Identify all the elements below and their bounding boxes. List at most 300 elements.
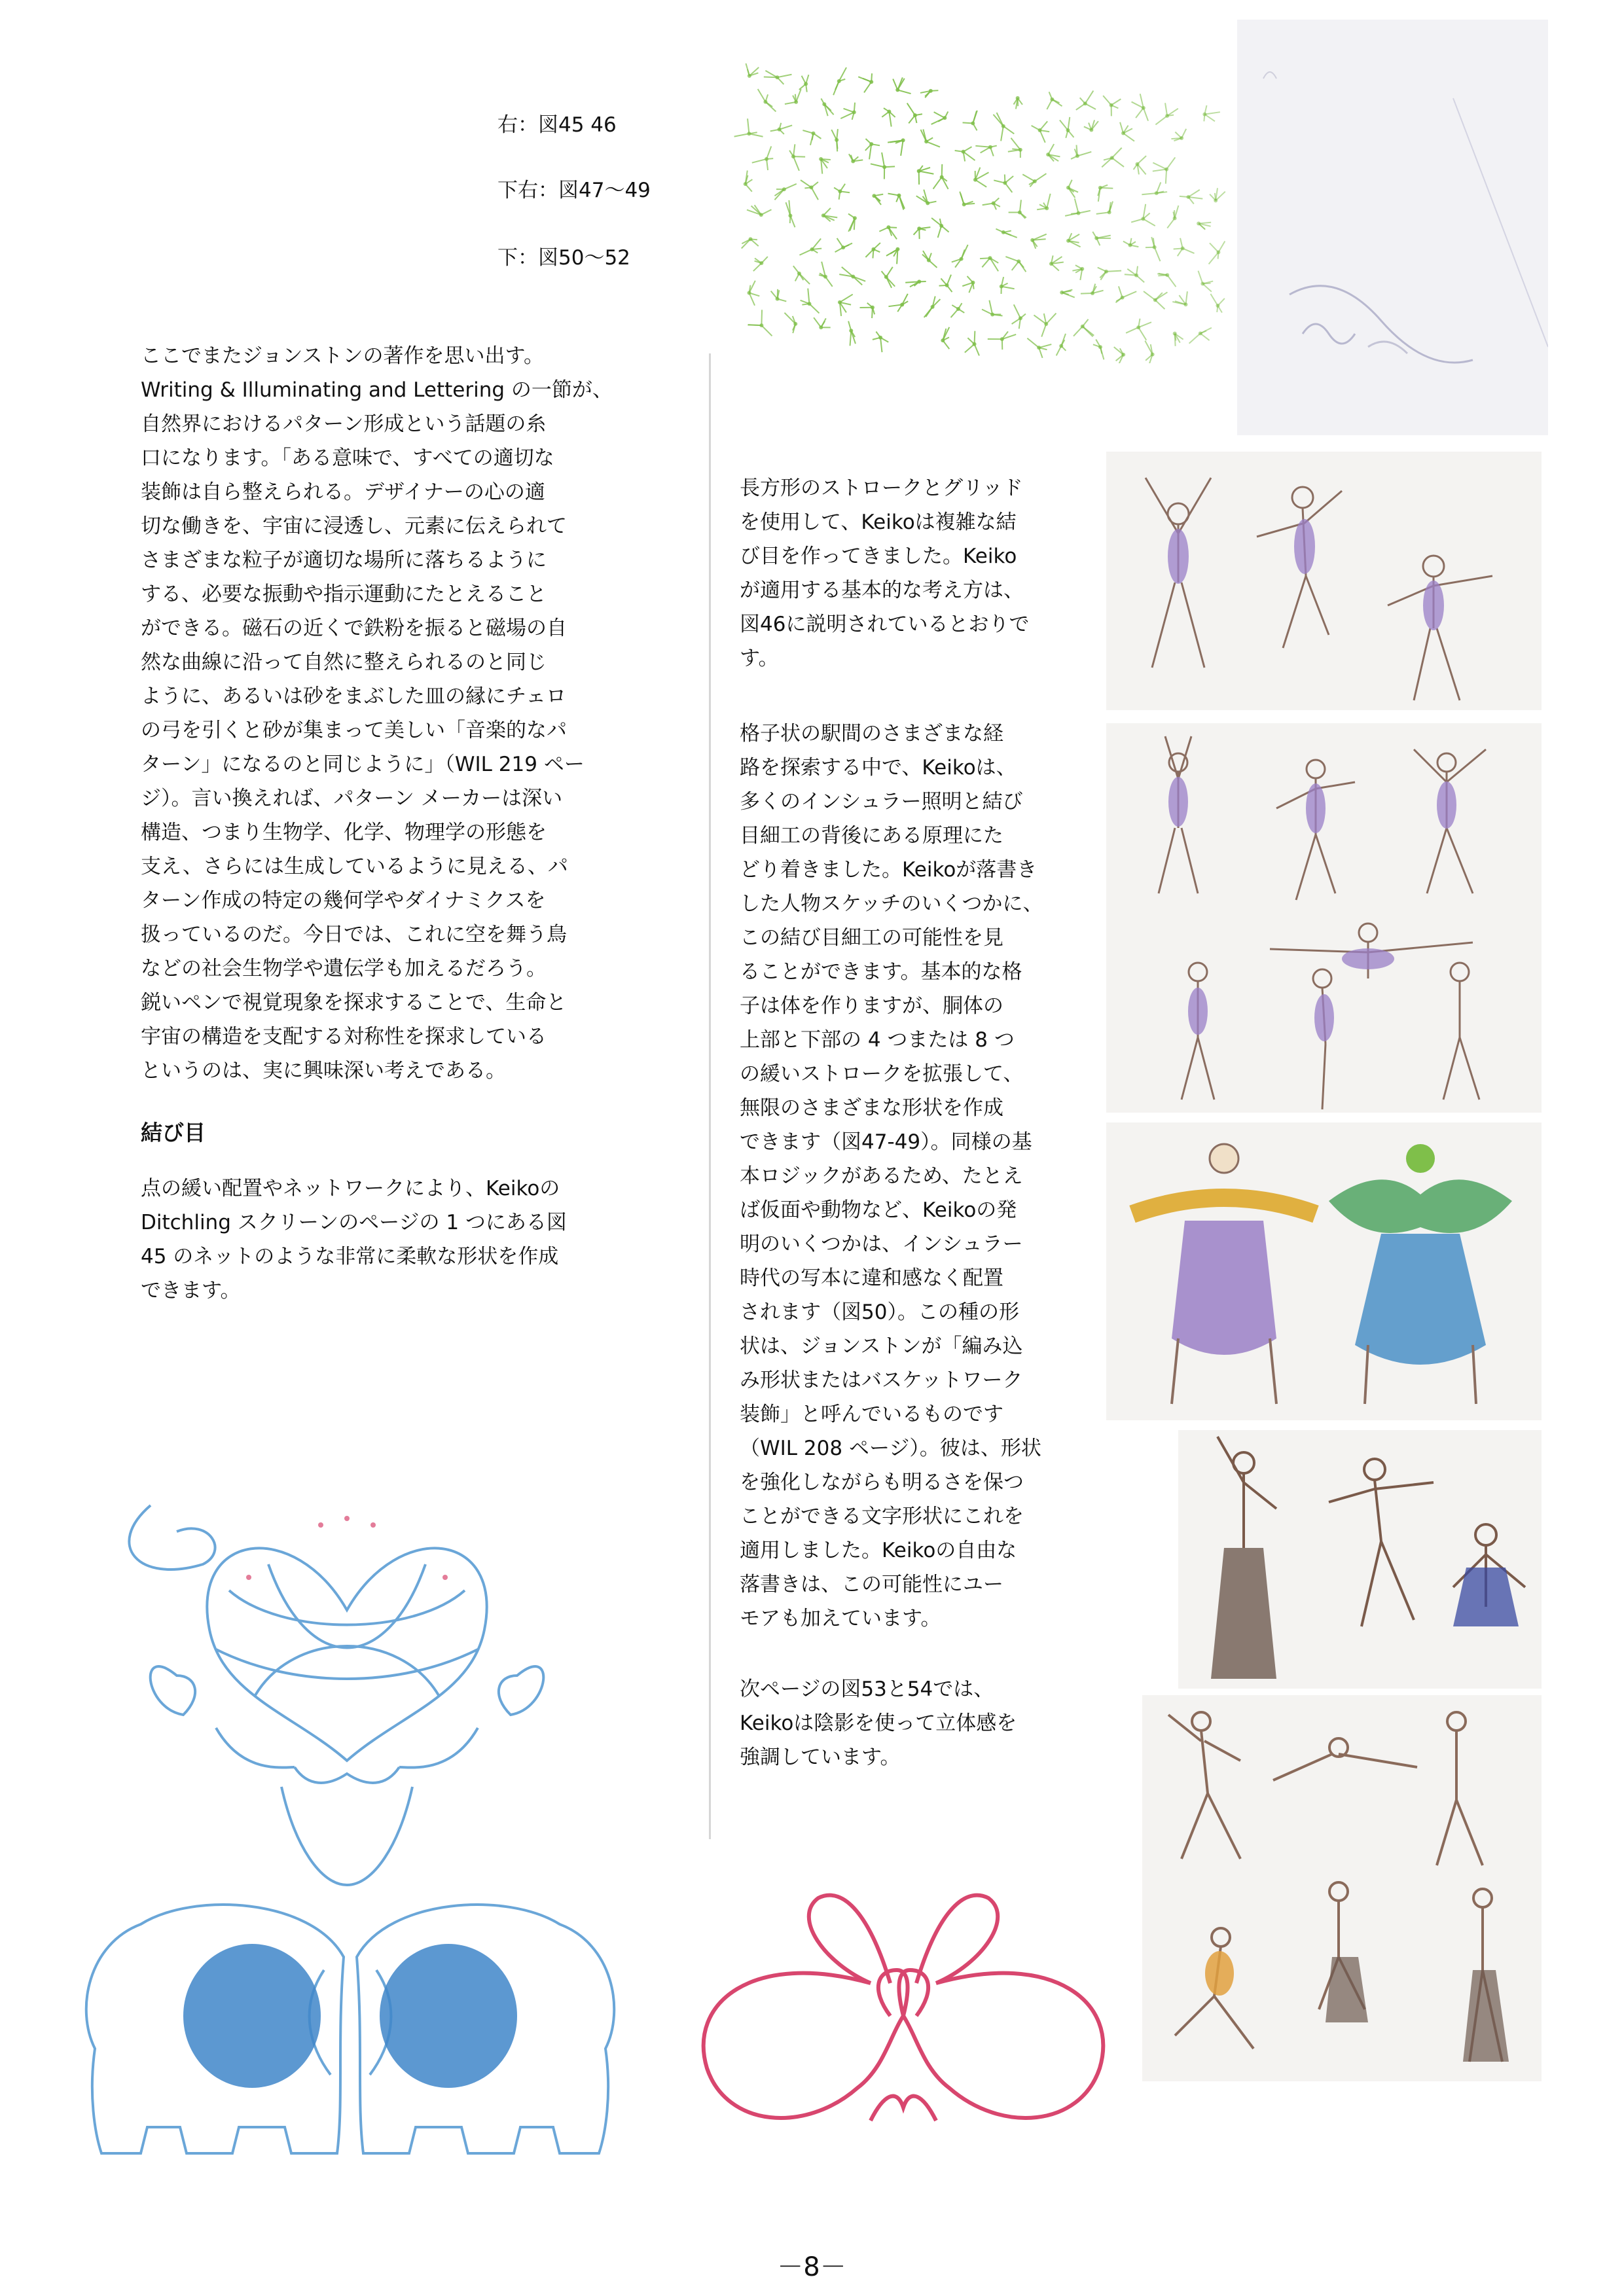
net-dot	[1075, 154, 1079, 158]
text-line: されます（図50）。この種の形	[740, 1300, 1019, 1324]
net-stroke	[1014, 304, 1020, 318]
net-dot	[1187, 195, 1191, 199]
net-stroke	[1153, 162, 1166, 169]
text-line: 適用しました。Keikoの自由な	[740, 1539, 1017, 1562]
net-stroke	[1126, 327, 1138, 333]
net-dot	[988, 145, 992, 149]
net-dot	[1066, 186, 1070, 190]
net-dot	[812, 132, 816, 135]
text-line: Ditchling スクリーンのページの 1 つにある図	[141, 1211, 567, 1234]
net-stroke	[907, 103, 915, 116]
section-heading: 結び目	[141, 1120, 206, 1145]
net-dot	[1030, 238, 1034, 242]
text-line: Keikoは陰影を使って立体感を	[740, 1712, 1017, 1735]
net-stroke	[812, 239, 821, 249]
text-line: 次ページの図53と54では、	[740, 1677, 994, 1701]
net-stroke	[1123, 134, 1134, 141]
net-stroke	[1138, 322, 1151, 327]
right-paragraph-3	[740, 1672, 1017, 1774]
figure-51-twin-elephants	[36, 1878, 664, 2173]
net-stroke	[761, 325, 772, 336]
net-dot	[1044, 322, 1048, 326]
net-stroke	[752, 159, 767, 163]
net-stroke	[989, 300, 992, 315]
net-stroke	[1210, 294, 1218, 306]
net-dot	[794, 100, 798, 104]
net-stroke	[1085, 91, 1094, 104]
text-line: 明のいくつかは、インシュラー	[740, 1232, 1023, 1256]
net-stroke	[1123, 291, 1137, 297]
net-stroke	[899, 196, 903, 210]
net-dot	[1151, 353, 1155, 357]
net-stroke	[1022, 174, 1035, 181]
net-dot	[1202, 113, 1206, 117]
net-stroke	[1003, 126, 1015, 134]
net-dot	[1180, 136, 1183, 140]
net-stroke	[1040, 130, 1045, 143]
text-line: 鋭いペンで視覚現象を探求することで、生命と	[141, 991, 567, 1014]
net-dot	[837, 79, 841, 83]
net-dot	[1121, 296, 1125, 300]
text-line: 装飾は自ら整えられる。デザイナーの心の適	[141, 480, 545, 504]
net-stroke	[975, 180, 986, 187]
net-stroke	[1047, 194, 1050, 208]
net-stroke	[765, 102, 776, 112]
text-line: 強調しています。	[740, 1746, 901, 1769]
text-line: を使用して、Keikoは複雑な結	[740, 511, 1017, 534]
net-dot	[1216, 304, 1219, 308]
net-dot	[1197, 221, 1200, 225]
text-line: み形状またはバスケットワーク	[740, 1369, 1023, 1392]
net-dot	[869, 142, 873, 146]
text-line: 然な曲線に沿って自然に整えられるのと同じ	[141, 651, 547, 674]
net-dot	[1016, 96, 1020, 100]
net-dot	[913, 113, 917, 117]
net-dot	[759, 213, 763, 217]
net-dot	[1077, 211, 1081, 215]
text-line: ジ）。言い換えれば、パターン メーカーは深い	[141, 787, 563, 810]
net-dot	[1060, 291, 1064, 295]
text-line: （WIL 208 ページ）。彼は、形状	[740, 1437, 1041, 1460]
net-dot	[1200, 281, 1204, 285]
net-stroke	[1142, 193, 1156, 194]
net-dot	[1038, 128, 1042, 132]
net-dot	[744, 182, 748, 186]
net-stroke	[1209, 252, 1219, 264]
text-line: 長方形のストロークとグリッド	[740, 476, 1023, 500]
net-stroke	[1138, 327, 1146, 340]
net-dot	[853, 216, 857, 220]
net-dot	[1083, 101, 1087, 105]
net-dot	[1134, 274, 1138, 278]
text-line: 45 のネットのような非常に柔軟な形状を作成	[141, 1245, 559, 1268]
net-stroke	[1074, 327, 1083, 336]
net-dot	[1128, 243, 1132, 247]
net-dot	[1019, 148, 1022, 152]
text-line: 路を探索する中で、Keikoは、	[740, 756, 1017, 780]
net-stroke	[1001, 126, 1003, 141]
net-stroke	[897, 90, 911, 94]
text-line: ターン作成の特定の幾何学やダイナミクスを	[141, 889, 546, 912]
net-dot	[765, 157, 768, 161]
net-dot	[960, 257, 964, 261]
net-dot	[924, 139, 928, 143]
net-dot	[1142, 106, 1146, 110]
net-stroke	[1189, 190, 1200, 197]
net-stroke	[1075, 198, 1079, 213]
net-dot	[1094, 236, 1098, 240]
text-line: の弓を引くと砂が集まって美しい「音楽的なパ	[141, 719, 567, 742]
net-stroke	[839, 67, 846, 81]
net-dot	[1155, 191, 1159, 195]
net-dot	[1121, 132, 1125, 135]
caption-right: 右：図45 46	[497, 113, 617, 137]
net-dot	[901, 138, 905, 142]
net-dot	[878, 336, 882, 340]
net-stroke	[811, 187, 818, 200]
figure-49-costumed-figures	[1106, 1122, 1542, 1420]
text-line: 目細工の背後にある原理にた	[740, 824, 1003, 848]
text-line: ように、あるいは砂をまぶした皿の縁にチェロ	[141, 685, 567, 708]
net-stroke	[764, 77, 778, 78]
figure-48-dancers	[1106, 723, 1542, 1113]
text-line: さまざまな粒子が適切な場所に落ちるように	[141, 548, 547, 572]
net-stroke	[1167, 275, 1176, 287]
net-dot	[1108, 210, 1111, 214]
net-stroke	[1155, 116, 1167, 124]
net-dot	[849, 329, 853, 332]
net-dot	[917, 279, 921, 283]
figure-50-knot-mask	[98, 1479, 596, 1905]
net-stroke	[1153, 170, 1166, 171]
net-stroke	[777, 75, 791, 77]
net-dot	[1110, 103, 1113, 107]
net-dot	[1183, 302, 1187, 306]
net-dot	[1001, 124, 1005, 128]
text-line: を強化しながらも明るさを保つ	[740, 1471, 1024, 1494]
net-stroke	[765, 71, 777, 77]
net-stroke	[1189, 197, 1203, 199]
text-line: どり着きました。Keikoが落書き	[740, 858, 1038, 882]
net-stroke	[809, 304, 819, 313]
net-stroke	[1175, 206, 1179, 218]
net-dot	[821, 213, 825, 217]
net-stroke	[871, 164, 884, 167]
net-dot	[941, 338, 945, 342]
net-stroke	[734, 134, 749, 136]
net-stroke	[796, 89, 801, 102]
net-dot	[809, 185, 813, 189]
text-line: す。	[740, 647, 779, 670]
figure-45-net	[710, 49, 1234, 363]
text-line: この結び目細工の可能性を見	[740, 926, 1003, 950]
text-line: ことができる文字形状にこれを	[740, 1505, 1024, 1528]
net-dot	[797, 272, 801, 276]
net-dot	[819, 325, 823, 329]
net-dot	[778, 128, 782, 132]
net-dot	[1153, 245, 1157, 249]
net-dot	[788, 214, 792, 218]
net-stroke	[1046, 314, 1056, 324]
net-dot	[1018, 211, 1022, 215]
net-dot	[1181, 246, 1185, 250]
net-dot	[884, 275, 888, 279]
net-stroke	[1106, 271, 1121, 272]
net-stroke	[880, 338, 882, 352]
net-stroke	[799, 274, 810, 284]
net-stroke	[1035, 173, 1047, 181]
net-dot	[759, 323, 763, 327]
net-stroke	[1077, 152, 1091, 156]
net-dot	[1080, 267, 1084, 271]
net-stroke	[1001, 287, 1015, 289]
text-line: ば仮面や動物など、Keikoの発	[740, 1198, 1017, 1222]
net-dot	[871, 247, 875, 251]
text-line: ターン」になるのと同じように」（WIL 219 ペー	[141, 753, 585, 776]
net-dot	[810, 247, 814, 251]
net-dot	[819, 157, 823, 161]
text-line: 宇宙の構造を支配する対称性を探求している	[141, 1025, 547, 1049]
net-dot	[1091, 291, 1094, 295]
net-dot	[886, 225, 890, 229]
text-line: 多くのインシュラー照明と結び	[740, 790, 1023, 814]
net-stroke	[840, 295, 853, 302]
net-stroke	[1112, 148, 1122, 158]
text-line: 時代の写本に違和感なく配置	[740, 1266, 1003, 1290]
net-dot	[851, 275, 855, 279]
net-stroke	[919, 171, 934, 173]
figure-sketches-brown-2	[1142, 1695, 1542, 2081]
left-paragraph-1	[141, 339, 613, 1088]
net-dot	[1017, 259, 1020, 263]
net-dot	[1046, 152, 1050, 156]
net-dot	[1216, 250, 1220, 254]
net-dot	[1081, 325, 1085, 329]
text-line: 扱っているのだ。今日では、これに空を舞う鳥	[141, 923, 567, 946]
net-stroke	[850, 331, 852, 346]
net-dot	[1165, 273, 1169, 277]
text-line: 自然界におけるパターン形成という話題の糸	[141, 412, 547, 436]
right-paragraph-2	[740, 717, 1043, 1636]
net-dot	[793, 322, 797, 326]
net-dot	[882, 165, 886, 169]
net-dot	[804, 82, 808, 86]
net-dot	[971, 281, 975, 285]
net-stroke	[1112, 158, 1124, 167]
net-dot	[897, 194, 901, 198]
net-dot	[962, 202, 966, 206]
net-dot	[748, 291, 751, 295]
net-dot	[1050, 98, 1054, 101]
net-dot	[943, 116, 947, 120]
net-dot	[1136, 325, 1140, 329]
column-divider	[709, 353, 711, 1839]
net-dot	[973, 178, 977, 182]
net-stroke	[1155, 247, 1161, 261]
text-line: モアも加えています。	[740, 1607, 941, 1630]
net-dot	[917, 169, 921, 173]
net-dot	[835, 138, 839, 142]
net-dot	[763, 100, 767, 104]
text-line: 切な働きを、宇宙に浸透し、元素に伝えられて	[141, 514, 567, 538]
net-dot	[1037, 346, 1041, 350]
net-stroke	[793, 156, 799, 171]
page-number: －8－	[777, 2252, 846, 2282]
net-dot	[1214, 198, 1218, 202]
net-dot	[962, 150, 965, 154]
net-stroke	[924, 307, 933, 317]
net-dot	[1098, 345, 1102, 349]
net-dot	[841, 245, 845, 249]
net-stroke	[749, 134, 763, 137]
net-stroke	[888, 227, 897, 239]
net-dot	[992, 201, 996, 205]
net-stroke	[851, 331, 856, 344]
net-stroke	[1096, 212, 1110, 214]
net-dot	[1136, 162, 1140, 166]
caption-below: 下：図50～52	[497, 246, 630, 270]
text-line: できます。	[141, 1279, 241, 1302]
net-dot	[931, 305, 935, 309]
net-dot	[1153, 298, 1157, 302]
net-stroke	[784, 184, 797, 189]
net-dot	[782, 187, 786, 191]
net-dot	[1000, 337, 1004, 341]
net-stroke	[780, 125, 793, 129]
text-line: する、必要な振動や指示運動にたとえること	[141, 583, 547, 606]
caption-lower-right: 下右：図47～49	[497, 179, 651, 202]
net-dot	[1089, 128, 1093, 132]
net-dot	[851, 159, 855, 163]
net-dot	[1066, 128, 1070, 132]
text-line: 無限のさまざまな形状を作成	[740, 1096, 1003, 1120]
net-stroke	[882, 152, 884, 167]
net-dot	[917, 226, 921, 230]
net-stroke	[901, 140, 903, 156]
net-stroke	[1144, 291, 1155, 300]
net-dot	[1173, 216, 1177, 220]
net-stroke	[975, 146, 990, 147]
net-stroke	[1166, 157, 1175, 169]
net-stroke	[1011, 138, 1020, 150]
net-dot	[895, 247, 899, 251]
figure-47-dancers	[1106, 452, 1542, 710]
text-line: Writing & Illuminating and Lettering の一節が、	[141, 378, 613, 402]
net-dot	[926, 201, 929, 205]
net-dot	[1000, 285, 1003, 289]
net-dot	[1165, 114, 1169, 118]
net-dot	[1199, 331, 1202, 335]
net-dot	[852, 111, 856, 115]
text-line: 支え、さらには生成しているように見える、パ	[141, 855, 568, 878]
text-line: 上部と下部の 4 つまたは 8 つ	[740, 1028, 1015, 1052]
net-stroke	[1189, 333, 1200, 343]
net-dot	[929, 89, 933, 93]
net-dot	[895, 88, 899, 92]
net-dot	[1045, 206, 1049, 210]
net-stroke	[1198, 271, 1202, 284]
text-line: というのは、実に興味深い考えである。	[141, 1059, 506, 1083]
text-line: 構造、つまり生物学、化学、物理学の形態を	[141, 821, 547, 844]
net-dot	[990, 312, 994, 316]
text-line: した人物スケッチのいくつかに、	[740, 892, 1043, 916]
net-dot	[1033, 179, 1037, 183]
net-dot	[1019, 316, 1022, 320]
net-dot	[775, 75, 779, 79]
net-dot	[1141, 217, 1145, 221]
net-dot	[807, 302, 811, 306]
net-stroke	[808, 289, 809, 304]
net-stroke	[1204, 112, 1220, 114]
net-dot	[838, 300, 842, 304]
left-paragraph-2	[141, 1172, 567, 1308]
net-dot	[939, 224, 943, 228]
text-line: 格子状の駅間のさまざまな経	[740, 722, 1003, 745]
net-dot	[1173, 332, 1177, 336]
net-stroke	[1027, 338, 1039, 348]
net-dot	[1164, 168, 1168, 171]
text-line: 口になります。「ある意味で、すべての適切な	[141, 446, 554, 470]
net-dot	[1098, 186, 1102, 190]
net-dot	[1001, 230, 1005, 234]
text-line: 点の緩い配置やネットワークにより、Keikoの	[141, 1177, 560, 1200]
net-stroke	[888, 304, 902, 306]
net-dot	[1066, 239, 1070, 243]
text-line: などの社会生物学や遺伝学も加えるだろう。	[141, 957, 547, 980]
net-stroke	[761, 310, 762, 325]
text-line: 図46に説明されているとおりで	[740, 613, 1030, 636]
net-dot	[1110, 156, 1114, 160]
net-stroke	[1155, 300, 1165, 309]
net-stroke	[748, 118, 749, 134]
right-paragraph-1	[740, 471, 1029, 675]
net-dot	[823, 275, 827, 279]
net-stroke	[933, 177, 942, 189]
text-line: 装飾」と呼んでいるものです	[740, 1403, 1003, 1426]
net-dot	[940, 175, 944, 179]
net-stroke	[1068, 117, 1070, 130]
text-line: ができる。磁石の近くで鉄粉を振ると磁場の自	[141, 617, 567, 640]
text-line: ることができます。基本的な格	[740, 960, 1022, 984]
text-line: 本ロジックがあるため、たとえ	[740, 1164, 1023, 1188]
text-line: の緩いストロークを拡張して、	[740, 1062, 1024, 1086]
text-line: 子は体を作りますが、胴体の	[740, 994, 1003, 1018]
text-line: ここでまたジョンストンの著作を思い出す。	[141, 344, 544, 368]
net-dot	[988, 256, 992, 260]
net-dot	[869, 80, 873, 84]
net-dot	[1059, 344, 1063, 348]
net-dot	[1003, 181, 1007, 185]
net-stroke	[758, 89, 766, 102]
net-stroke	[931, 118, 945, 124]
text-line: び目を作ってきました。Keiko	[740, 545, 1017, 568]
figure-46-paper-sketch	[1237, 20, 1548, 435]
net-stroke	[799, 249, 812, 255]
net-stroke	[1143, 219, 1155, 226]
net-dot	[945, 283, 949, 287]
net-dot	[872, 194, 876, 198]
text-line: 状は、ジョンストンが「編み込	[740, 1335, 1023, 1358]
net-stroke	[1144, 108, 1148, 121]
text-line: 落書きは、この可能性にユー	[740, 1573, 1003, 1596]
net-dot	[887, 110, 891, 114]
net-dot	[1121, 353, 1125, 357]
net-dot	[747, 132, 751, 135]
net-stroke	[960, 192, 964, 205]
net-dot	[871, 306, 875, 310]
net-dot	[748, 74, 751, 78]
figure-sketches-brown-1	[1178, 1430, 1542, 1689]
